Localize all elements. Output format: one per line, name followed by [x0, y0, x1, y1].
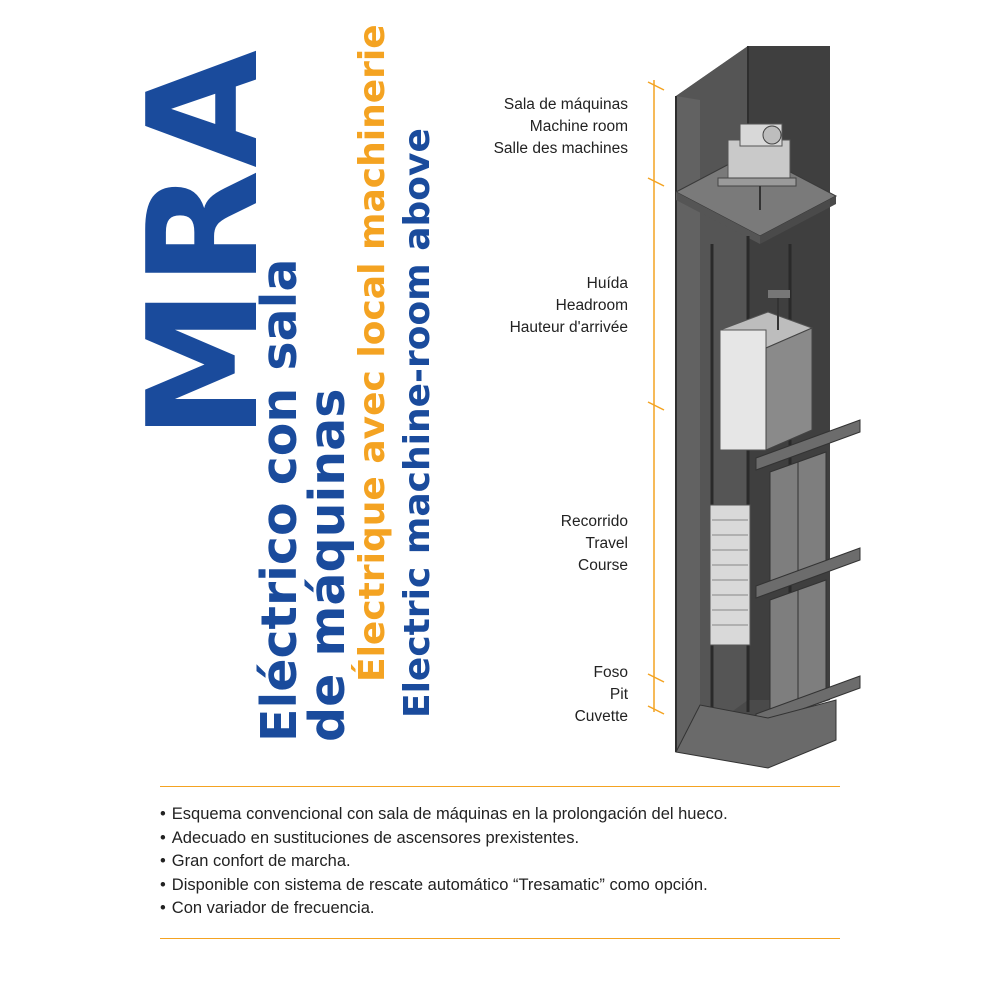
label-en: Pit: [609, 686, 628, 703]
feature-item: • Con variador de frecuencia.: [160, 897, 728, 921]
model-title: MRA: [115, 48, 292, 440]
feature-item: • Adecuado en sustituciones de ascensores prexistentes.: [160, 827, 728, 851]
title-english: Electric machine-room above: [397, 128, 438, 718]
title-spanish-line1: Eléctrico con sala: [251, 258, 308, 742]
label-es: Huída: [586, 275, 628, 292]
dimension-bracket: [648, 80, 664, 714]
divider-top: [160, 786, 840, 787]
title-french: Électrique avec local machinerie: [352, 24, 393, 682]
divider-bottom: [160, 938, 840, 939]
label-fr: Salle des machines: [493, 140, 628, 157]
label-en: Headroom: [555, 297, 628, 314]
feature-item: • Disponible con sistema de rescate automático “Tresamatic” como opción.: [160, 874, 728, 898]
label-en: Travel: [585, 535, 628, 552]
feature-list: [160, 803, 728, 921]
title-spanish-line2: de máquinas: [299, 388, 356, 742]
label-fr: Cuvette: [574, 708, 628, 725]
label-en: Machine room: [529, 118, 628, 135]
label-fr: Course: [578, 557, 628, 574]
label-es: Recorrido: [560, 513, 628, 530]
label-es: Sala de máquinas: [503, 96, 628, 113]
counterweight: [710, 505, 750, 645]
label-fr: Hauteur d'arrivée: [509, 319, 628, 336]
feature-item: • Gran confort de marcha.: [160, 850, 728, 874]
feature-item: • Esquema convencional con sala de máquinas en la prolongación del hueco.: [160, 803, 728, 827]
label-es: Foso: [593, 664, 628, 681]
